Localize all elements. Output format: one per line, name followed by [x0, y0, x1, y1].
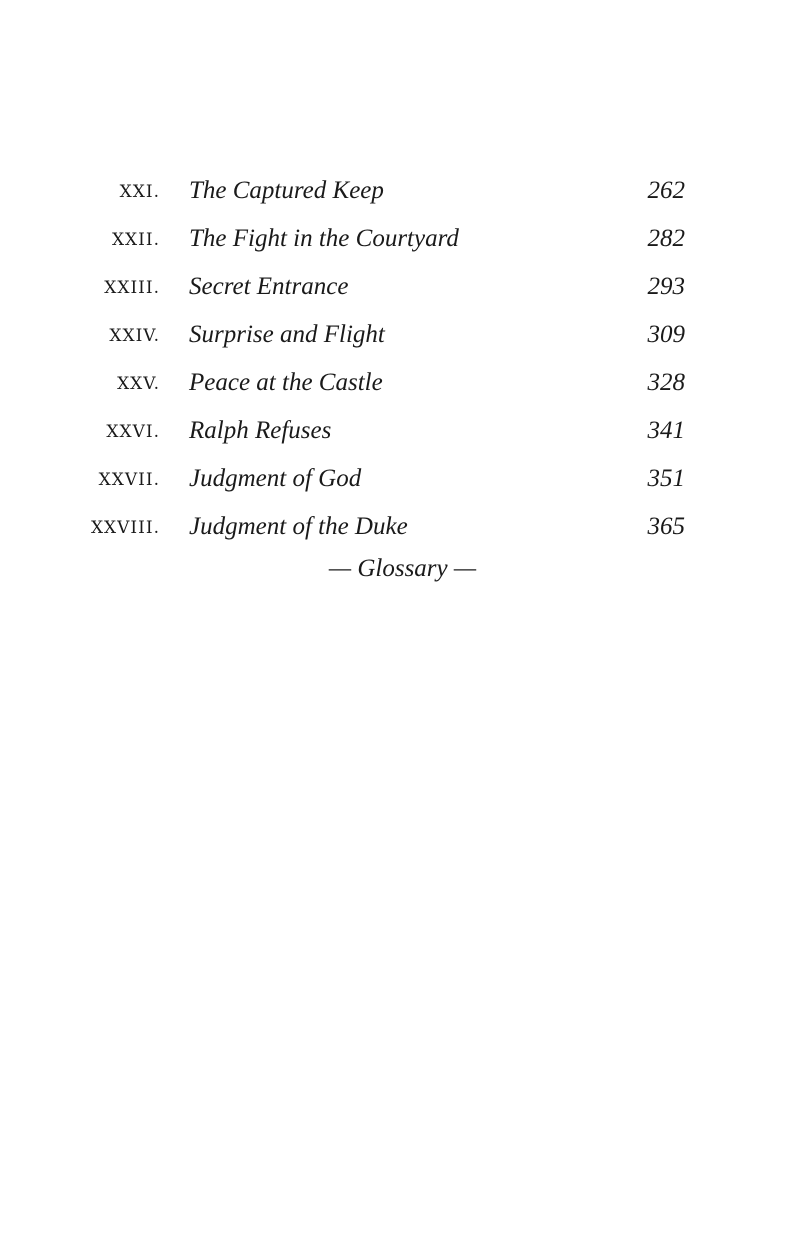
chapter-title: Judgment of the Duke [189, 513, 408, 540]
toc-entry-23 [0, 266, 790, 314]
chapter-title: Peace at the Castle [189, 369, 383, 396]
chapter-title: Surprise and Flight [189, 321, 385, 348]
table-of-contents [0, 170, 790, 554]
toc-entry-25 [0, 362, 790, 410]
toc-entry-21 [0, 170, 790, 218]
chapter-page-number: 351 [647, 465, 685, 492]
chapter-page-number: 341 [647, 417, 685, 444]
chapter-title: The Fight in the Courtyard [189, 225, 459, 252]
chapter-title: The Captured Keep [189, 177, 384, 204]
chapter-title: Ralph Refuses [189, 417, 332, 444]
chapter-page-number: 293 [647, 273, 685, 300]
chapter-page-number: 365 [647, 513, 685, 540]
toc-entry-26 [0, 410, 790, 458]
toc-entry-24 [0, 314, 790, 362]
chapter-title: Secret Entrance [189, 273, 349, 300]
chapter-numeral: XXV. [117, 374, 160, 394]
chapter-numeral: XXII. [111, 230, 160, 250]
chapter-numeral: XXIV. [109, 326, 160, 346]
toc-entry-28 [0, 506, 790, 554]
chapter-page-number: 262 [647, 177, 685, 204]
toc-entry-22 [0, 218, 790, 266]
glossary-entry [0, 555, 790, 583]
chapter-numeral: XXVIII. [90, 518, 160, 538]
chapter-page-number: 328 [647, 369, 685, 396]
glossary-label: — Glossary — [328, 555, 477, 582]
chapter-title: Judgment of God [189, 465, 362, 492]
chapter-numeral: XXI. [119, 182, 160, 202]
chapter-numeral: XXVI. [106, 422, 160, 442]
chapter-numeral: XXVII. [98, 470, 160, 490]
chapter-numeral: XXIII. [104, 278, 160, 298]
toc-entry-27 [0, 458, 790, 506]
chapter-page-number: 309 [647, 321, 685, 348]
chapter-page-number: 282 [647, 225, 685, 252]
